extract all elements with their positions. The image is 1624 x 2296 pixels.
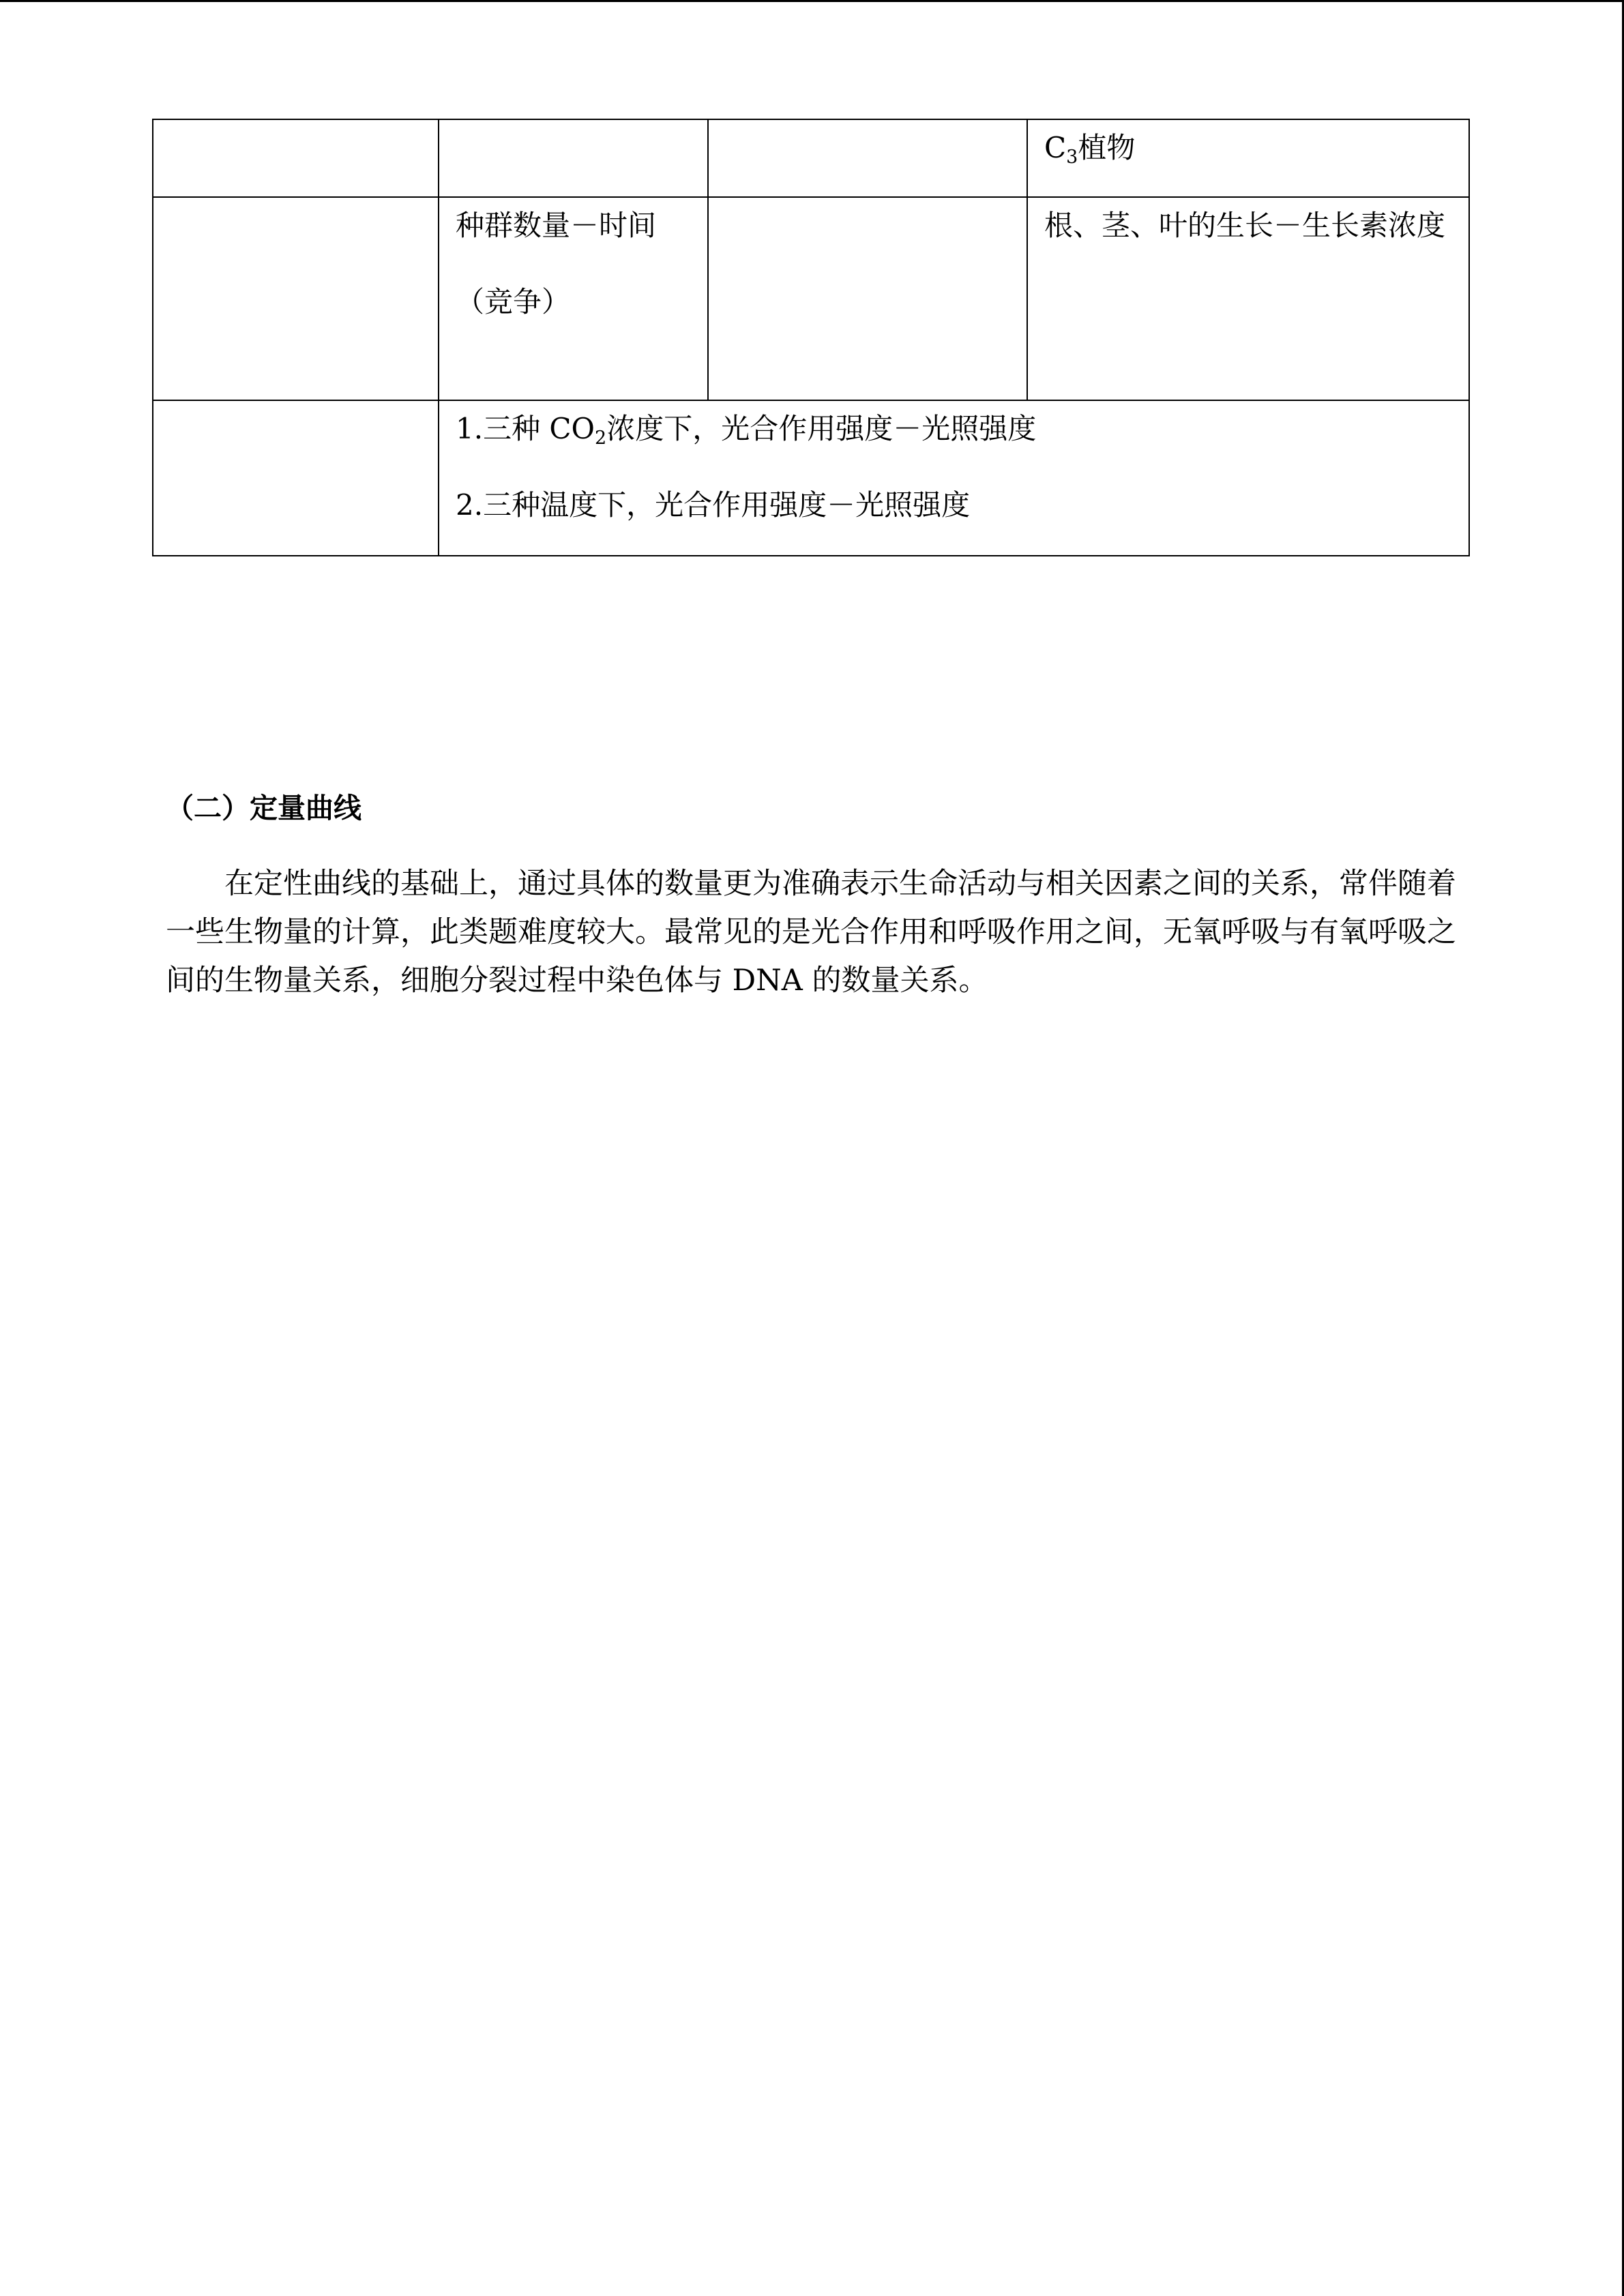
cell-text-prefix: 1.三种 CO: [456, 412, 595, 445]
table-cell-r2-c2: [439, 197, 708, 400]
table-row: [153, 197, 1469, 400]
subscript: 3: [1066, 147, 1078, 168]
table-cell-r1-c4: [1027, 119, 1469, 197]
table-cell-r2-c4: [1027, 197, 1469, 400]
table-row: [153, 119, 1469, 197]
paragraph-line: 一些生物量的计算，此类题难度较大。最常见的是光合作用和呼吸作用之间，无氧呼吸与有氧呼吸之: [166, 915, 1456, 949]
cell-text-auxin-growth: 根、茎、叶的生长－生长素浓度: [1044, 209, 1446, 242]
cell-text-suffix: 浓度下，光合作用强度－光照强度: [606, 412, 1037, 445]
cell-text-co2-light: [456, 412, 1452, 449]
table-cell-r3-merged: [439, 400, 1469, 556]
table-cell-r1-c2: [439, 119, 708, 197]
cell-text-suffix: 植物: [1078, 131, 1136, 164]
subscript: 2: [595, 428, 607, 449]
table-cell-r2-c1: [153, 197, 439, 400]
paragraph-line: 在定性曲线的基础上，通过具体的数量更为准确表示生命活动与相关因素之间的关系，常伴随着: [224, 867, 1456, 901]
section-heading: （二）定量曲线: [166, 792, 361, 824]
cell-text-c3-plant: [1044, 131, 1452, 168]
section-paragraph: [166, 860, 1456, 1005]
cell-text-competition: （竞争）: [456, 285, 571, 318]
cell-text-temperature-light: 2.三种温度下，光合作用强度－光照强度: [456, 488, 971, 522]
table-cell-r3-c1: [153, 400, 439, 556]
table-row: [153, 400, 1469, 556]
cell-text-prefix: C: [1044, 131, 1067, 164]
table-cell-r1-c3: [708, 119, 1027, 197]
table-cell-r1-c1: [153, 119, 439, 197]
paragraph-line: 间的生物量关系，细胞分裂过程中染色体与 DNA 的数量关系。: [166, 964, 988, 998]
curve-table: [152, 119, 1470, 556]
table-cell-r2-c3: [708, 197, 1027, 400]
cell-text-population-time: 种群数量－时间: [456, 209, 657, 242]
